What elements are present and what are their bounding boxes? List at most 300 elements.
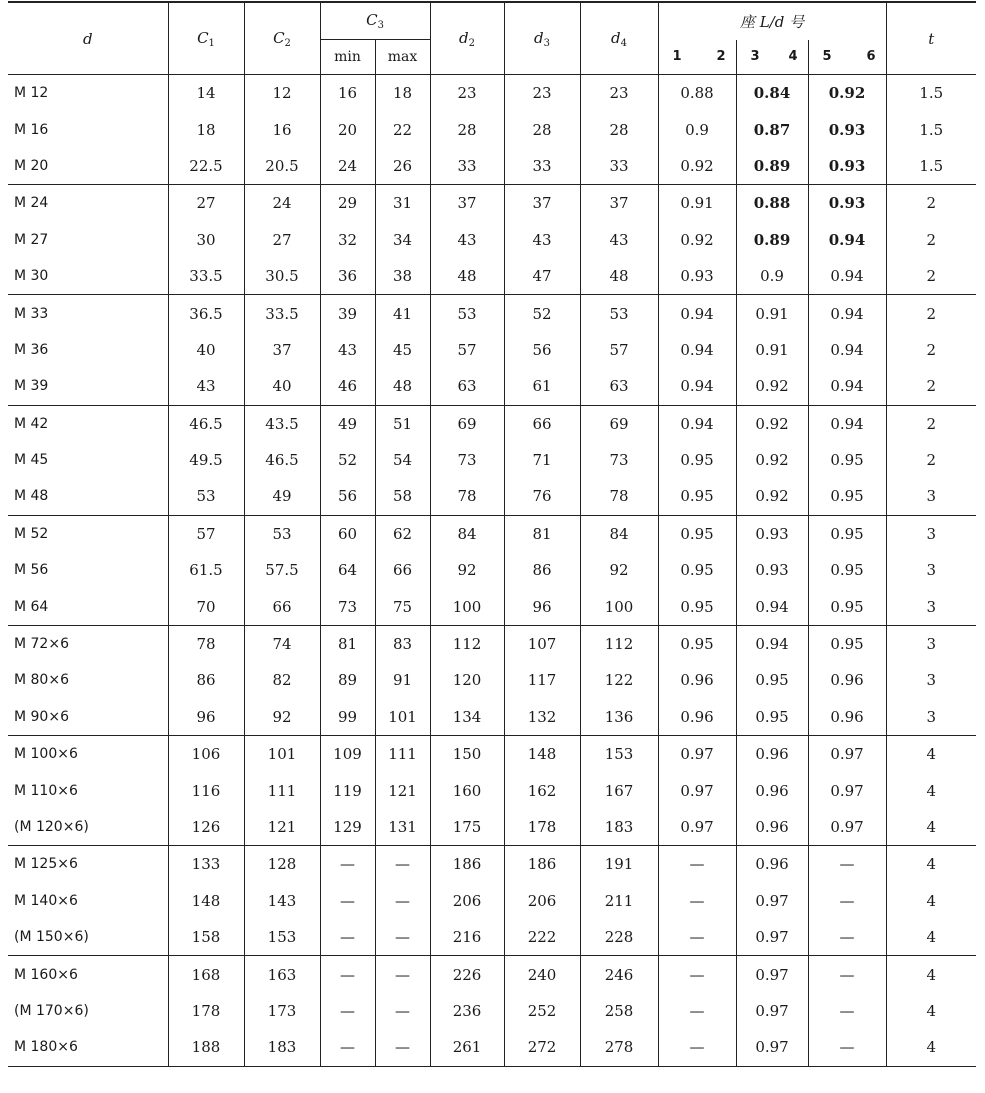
cell-g12: 0.88 <box>658 75 736 112</box>
grade-header-3-4: 3 4 <box>736 40 808 75</box>
cell-d2: 261 <box>430 1029 504 1066</box>
cell-t: 4 <box>886 883 976 919</box>
cell-d: M 56 <box>14 562 49 579</box>
cell-d4: 48 <box>580 258 658 295</box>
cell-c1: 96 <box>168 699 244 736</box>
cell-d2: 112 <box>430 625 504 662</box>
cell-g34: 0.97 <box>736 1029 808 1066</box>
cell-c3max: 66 <box>375 552 430 588</box>
cell-d2: 175 <box>430 809 504 846</box>
cell-d3: 272 <box>504 1029 580 1066</box>
cell-c3min: 89 <box>320 662 375 698</box>
cell-c1: 49.5 <box>168 442 244 478</box>
cell-c3max: 26 <box>375 148 430 185</box>
table-row <box>8 148 976 185</box>
cell-d3: 222 <box>504 919 580 956</box>
cell-t: 2 <box>886 295 976 332</box>
cell-c2: 153 <box>244 919 320 956</box>
cell-g34: 0.92 <box>736 478 808 515</box>
cell-g34: 0.92 <box>736 368 808 405</box>
cell-d4: 23 <box>580 75 658 112</box>
table-row <box>8 956 976 993</box>
cell-d2: 23 <box>430 75 504 112</box>
cell-d3: 162 <box>504 772 580 808</box>
cell-g34: 0.96 <box>736 809 808 846</box>
cell-g12: 0.95 <box>658 552 736 588</box>
cell-c3min: 46 <box>320 368 375 405</box>
cell-c3max: — <box>375 1029 430 1066</box>
cell-c3max: 51 <box>375 405 430 442</box>
cell-t: 4 <box>886 736 976 773</box>
cell-g56: 0.92 <box>808 75 886 112</box>
cell-d2: 84 <box>430 515 504 552</box>
cell-g12: 0.92 <box>658 148 736 185</box>
cell-c3min: 99 <box>320 699 375 736</box>
cell-g34: 0.97 <box>736 956 808 993</box>
cell-d: M 110×6 <box>14 782 78 799</box>
cell-c3max: 38 <box>375 258 430 295</box>
cell-c2: 92 <box>244 699 320 736</box>
table-row <box>8 736 976 773</box>
cell-c2: 12 <box>244 75 320 112</box>
cell-c3max: 34 <box>375 222 430 258</box>
cell-g12: — <box>658 993 736 1029</box>
cell-g12: 0.95 <box>658 588 736 625</box>
cell-c3max: 111 <box>375 736 430 773</box>
table-row <box>8 772 976 808</box>
cell-d: M 48 <box>14 488 49 505</box>
table-row <box>8 1029 976 1066</box>
cell-d3: 66 <box>504 405 580 442</box>
cell-g56: — <box>808 956 886 993</box>
cell-d3: 56 <box>504 332 580 368</box>
cell-g56: 0.95 <box>808 442 886 478</box>
table-row <box>8 295 976 332</box>
cell-c1: 46.5 <box>168 405 244 442</box>
cell-c2: 20.5 <box>244 148 320 185</box>
cell-c1: 30 <box>168 222 244 258</box>
cell-g12: 0.94 <box>658 295 736 332</box>
cell-c2: 173 <box>244 993 320 1029</box>
grade-header-5-6: 5 6 <box>808 40 886 75</box>
cell-g12: — <box>658 846 736 883</box>
cell-c2: 43.5 <box>244 405 320 442</box>
col-header-c3-min: min <box>320 40 375 75</box>
cell-c2: 121 <box>244 809 320 846</box>
cell-g56: 0.94 <box>808 332 886 368</box>
grade-header-1-2: 1 2 <box>658 40 736 75</box>
cell-c3max: — <box>375 993 430 1029</box>
cell-c1: 78 <box>168 625 244 662</box>
cell-c1: 178 <box>168 993 244 1029</box>
col-header-ld <box>658 2 886 40</box>
table-row <box>8 332 976 368</box>
cell-t: 4 <box>886 919 976 956</box>
cell-d3: 52 <box>504 295 580 332</box>
cell-c3min: 24 <box>320 148 375 185</box>
cell-d4: 37 <box>580 185 658 222</box>
cell-c3min: 16 <box>320 75 375 112</box>
table-row <box>8 809 976 846</box>
cell-g12: — <box>658 883 736 919</box>
cell-g12: — <box>658 1029 736 1066</box>
cell-c3min: 52 <box>320 442 375 478</box>
cell-c2: 111 <box>244 772 320 808</box>
cell-g34: 0.97 <box>736 919 808 956</box>
cell-d3: 71 <box>504 442 580 478</box>
cell-d: M 39 <box>14 378 49 395</box>
cell-d4: 112 <box>580 625 658 662</box>
cell-d4: 84 <box>580 515 658 552</box>
cell-t: 2 <box>886 222 976 258</box>
cell-c2: 143 <box>244 883 320 919</box>
cell-d3: 33 <box>504 148 580 185</box>
cell-d: (M 150×6) <box>14 929 89 946</box>
cell-g12: — <box>658 919 736 956</box>
cell-g12: 0.94 <box>658 368 736 405</box>
cell-d: M 160×6 <box>8 956 168 993</box>
cell-c2: 27 <box>244 222 320 258</box>
cell-c3min: — <box>320 956 375 993</box>
cell-c2: 53 <box>244 515 320 552</box>
cell-c1: 116 <box>168 772 244 808</box>
cell-g56: 0.94 <box>808 258 886 295</box>
cell-c3max: 31 <box>375 185 430 222</box>
cell-c2: 30.5 <box>244 258 320 295</box>
cell-t: 4 <box>886 956 976 993</box>
table-row <box>8 258 976 295</box>
cell-t: 4 <box>886 772 976 808</box>
table-row <box>8 993 976 1029</box>
cell-t: 2 <box>886 405 976 442</box>
cell-c1: 106 <box>168 736 244 773</box>
cell-d: M 27 <box>14 231 49 248</box>
cell-d3: 178 <box>504 809 580 846</box>
cell-g56: 0.94 <box>808 368 886 405</box>
cell-c2: 33.5 <box>244 295 320 332</box>
cell-c2: 66 <box>244 588 320 625</box>
col-header-c3-max: max <box>375 40 430 75</box>
cell-g34: 0.97 <box>736 883 808 919</box>
cell-d3: 132 <box>504 699 580 736</box>
header-row-1 <box>8 2 976 40</box>
cell-d4: 53 <box>580 295 658 332</box>
cell-g56: 0.97 <box>808 772 886 808</box>
cell-c3min: — <box>320 919 375 956</box>
cell-g56: 0.97 <box>808 736 886 773</box>
cell-c3max: 131 <box>375 809 430 846</box>
cell-c3min: 129 <box>320 809 375 846</box>
cell-d2: 226 <box>430 956 504 993</box>
cell-d: M 12 <box>14 85 49 102</box>
cell-g34: 0.95 <box>736 662 808 698</box>
cell-c2: 82 <box>244 662 320 698</box>
cell-c3min: 49 <box>320 405 375 442</box>
cell-t: 2 <box>886 368 976 405</box>
cell-g34: 0.93 <box>736 552 808 588</box>
cell-g12: 0.97 <box>658 809 736 846</box>
cell-d2: 100 <box>430 588 504 625</box>
cell-d2: 28 <box>430 111 504 147</box>
cell-c2: 37 <box>244 332 320 368</box>
cell-d4: 211 <box>580 883 658 919</box>
table-row <box>8 552 976 588</box>
cell-d3: 240 <box>504 956 580 993</box>
cell-g34: 0.97 <box>736 993 808 1029</box>
cell-c3min: 36 <box>320 258 375 295</box>
cell-d3: 96 <box>504 588 580 625</box>
cell-d2: 134 <box>430 699 504 736</box>
cell-c1: 126 <box>168 809 244 846</box>
cell-c3min: 29 <box>320 185 375 222</box>
cell-d4: 228 <box>580 919 658 956</box>
cell-g56: 0.96 <box>808 662 886 698</box>
cell-d2: 57 <box>430 332 504 368</box>
cell-c3max: 83 <box>375 625 430 662</box>
cell-g56: 0.96 <box>808 699 886 736</box>
cell-t: 4 <box>886 1029 976 1066</box>
cell-c3min: 73 <box>320 588 375 625</box>
cell-t: 3 <box>886 478 976 515</box>
cell-d2: 150 <box>430 736 504 773</box>
cell-d2: 53 <box>430 295 504 332</box>
cell-c3min: 39 <box>320 295 375 332</box>
cell-g56: 0.95 <box>808 515 886 552</box>
cell-d: M 36 <box>14 341 49 358</box>
cell-d3: 86 <box>504 552 580 588</box>
cell-c3min: 119 <box>320 772 375 808</box>
cell-c1: 57 <box>168 515 244 552</box>
cell-t: 2 <box>886 185 976 222</box>
cell-c3max: 62 <box>375 515 430 552</box>
cell-d: M 180×6 <box>8 1029 168 1066</box>
cell-c3max: — <box>375 883 430 919</box>
cell-g56: 0.94 <box>808 405 886 442</box>
cell-g56: 0.93 <box>808 185 886 222</box>
cell-g34: 0.94 <box>736 588 808 625</box>
cell-g34: 0.92 <box>736 442 808 478</box>
cell-g12: 0.92 <box>658 222 736 258</box>
cell-c1: 148 <box>168 883 244 919</box>
cell-t: 3 <box>886 552 976 588</box>
cell-g34: 0.89 <box>736 222 808 258</box>
cell-d4: 28 <box>580 111 658 147</box>
cell-d2: 236 <box>430 993 504 1029</box>
cell-c1: 18 <box>168 111 244 147</box>
table-row <box>8 662 976 698</box>
cell-g56: — <box>808 993 886 1029</box>
cell-g56: — <box>808 883 886 919</box>
cell-c2: 57.5 <box>244 552 320 588</box>
cell-d: M 24 <box>8 185 168 222</box>
cell-c1: 61.5 <box>168 552 244 588</box>
table-row <box>8 846 976 883</box>
cell-d2: 43 <box>430 222 504 258</box>
cell-g12: 0.95 <box>658 625 736 662</box>
dimension-table <box>8 1 976 1067</box>
cell-d4: 122 <box>580 662 658 698</box>
cell-c3min: 56 <box>320 478 375 515</box>
cell-d3: 117 <box>504 662 580 698</box>
cell-d3: 148 <box>504 736 580 773</box>
cell-t: 1.5 <box>886 75 976 112</box>
cell-c1: 43 <box>168 368 244 405</box>
cell-d2: 216 <box>430 919 504 956</box>
cell-c3max: 41 <box>375 295 430 332</box>
col-header-d4: $d_4$ <box>580 2 658 75</box>
cell-d: M 72×6 <box>8 625 168 662</box>
table-row <box>8 699 976 736</box>
cell-c3max: 54 <box>375 442 430 478</box>
cell-g12: 0.96 <box>658 699 736 736</box>
cell-c3min: 60 <box>320 515 375 552</box>
table-row <box>8 222 976 258</box>
cell-d3: 252 <box>504 993 580 1029</box>
cell-d2: 120 <box>430 662 504 698</box>
cell-d3: 37 <box>504 185 580 222</box>
cell-c3min: — <box>320 1029 375 1066</box>
cell-d2: 160 <box>430 772 504 808</box>
cell-g12: — <box>658 956 736 993</box>
cell-g56: 0.95 <box>808 588 886 625</box>
cell-c3max: 101 <box>375 699 430 736</box>
cell-t: 1.5 <box>886 148 976 185</box>
cell-d4: 100 <box>580 588 658 625</box>
cell-g34: 0.93 <box>736 515 808 552</box>
cell-d4: 63 <box>580 368 658 405</box>
cell-d2: 69 <box>430 405 504 442</box>
cell-d3: 43 <box>504 222 580 258</box>
cell-c2: 183 <box>244 1029 320 1066</box>
col-header-c1: $C_1$ <box>168 2 244 75</box>
cell-c2: 128 <box>244 846 320 883</box>
cell-c3max: — <box>375 956 430 993</box>
cell-d3: 76 <box>504 478 580 515</box>
cell-g34: 0.95 <box>736 699 808 736</box>
cell-c3max: 121 <box>375 772 430 808</box>
cell-d: M 45 <box>14 452 49 469</box>
cell-d: M 140×6 <box>14 892 78 909</box>
cell-d2: 92 <box>430 552 504 588</box>
table-body <box>8 75 976 1067</box>
cell-g34: 0.88 <box>736 185 808 222</box>
table-row <box>8 368 976 405</box>
cell-d2: 73 <box>430 442 504 478</box>
col-header-d: d <box>8 2 168 75</box>
cell-t: 3 <box>886 515 976 552</box>
cell-d4: 78 <box>580 478 658 515</box>
cell-c1: 168 <box>168 956 244 993</box>
cell-c3max: — <box>375 919 430 956</box>
cell-g56: 0.95 <box>808 552 886 588</box>
cell-g12: 0.95 <box>658 515 736 552</box>
cell-g34: 0.96 <box>736 772 808 808</box>
table-row <box>8 919 976 956</box>
cell-c3min: — <box>320 883 375 919</box>
cell-g34: 0.92 <box>736 405 808 442</box>
cell-c1: 40 <box>168 332 244 368</box>
cell-g12: 0.95 <box>658 442 736 478</box>
cell-g56: 0.95 <box>808 625 886 662</box>
cell-d4: 191 <box>580 846 658 883</box>
cell-c3min: 32 <box>320 222 375 258</box>
cell-d4: 43 <box>580 222 658 258</box>
ld-right-char: 号 <box>789 12 805 31</box>
cell-d2: 37 <box>430 185 504 222</box>
cell-d: M 100×6 <box>8 736 168 773</box>
cell-d: M 125×6 <box>8 846 168 883</box>
cell-d: M 90×6 <box>14 708 69 725</box>
cell-g56: 0.93 <box>808 148 886 185</box>
cell-g56: 0.94 <box>808 222 886 258</box>
table-row <box>8 625 976 662</box>
cell-c1: 86 <box>168 662 244 698</box>
cell-d: M 30 <box>14 268 49 285</box>
cell-d4: 278 <box>580 1029 658 1066</box>
table-row <box>8 442 976 478</box>
cell-g34: 0.84 <box>736 75 808 112</box>
cell-t: 3 <box>886 662 976 698</box>
cell-c3min: 20 <box>320 111 375 147</box>
cell-c3min: — <box>320 993 375 1029</box>
cell-g12: 0.91 <box>658 185 736 222</box>
cell-c2: 49 <box>244 478 320 515</box>
cell-g56: 0.95 <box>808 478 886 515</box>
cell-c1: 27 <box>168 185 244 222</box>
cell-d: M 16 <box>14 121 49 138</box>
cell-d4: 183 <box>580 809 658 846</box>
cell-g34: 0.94 <box>736 625 808 662</box>
cell-c1: 70 <box>168 588 244 625</box>
cell-d2: 78 <box>430 478 504 515</box>
table-row <box>8 883 976 919</box>
cell-g34: 0.96 <box>736 846 808 883</box>
table-row <box>8 405 976 442</box>
table-row <box>8 515 976 552</box>
cell-t: 1.5 <box>886 111 976 147</box>
cell-c2: 101 <box>244 736 320 773</box>
table-row <box>8 185 976 222</box>
cell-d2: 186 <box>430 846 504 883</box>
col-header-d3: $d_3$ <box>504 2 580 75</box>
cell-c1: 158 <box>168 919 244 956</box>
cell-c1: 36.5 <box>168 295 244 332</box>
cell-c3min: 81 <box>320 625 375 662</box>
table-row <box>8 75 976 112</box>
cell-d4: 167 <box>580 772 658 808</box>
cell-t: 3 <box>886 588 976 625</box>
cell-g12: 0.94 <box>658 332 736 368</box>
table-row <box>8 478 976 515</box>
cell-g12: 0.97 <box>658 736 736 773</box>
cell-d4: 246 <box>580 956 658 993</box>
cell-g12: 0.97 <box>658 772 736 808</box>
cell-d3: 186 <box>504 846 580 883</box>
cell-g56: — <box>808 1029 886 1066</box>
cell-c2: 46.5 <box>244 442 320 478</box>
cell-c3max: 18 <box>375 75 430 112</box>
cell-c3min: — <box>320 846 375 883</box>
cell-t: 2 <box>886 258 976 295</box>
cell-c3max: 45 <box>375 332 430 368</box>
cell-g12: 0.94 <box>658 405 736 442</box>
cell-c3max: 58 <box>375 478 430 515</box>
col-header-c2: $C_2$ <box>244 2 320 75</box>
cell-d3: 81 <box>504 515 580 552</box>
cell-c3max: — <box>375 846 430 883</box>
cell-d: M 33 <box>8 295 168 332</box>
cell-c3max: 91 <box>375 662 430 698</box>
